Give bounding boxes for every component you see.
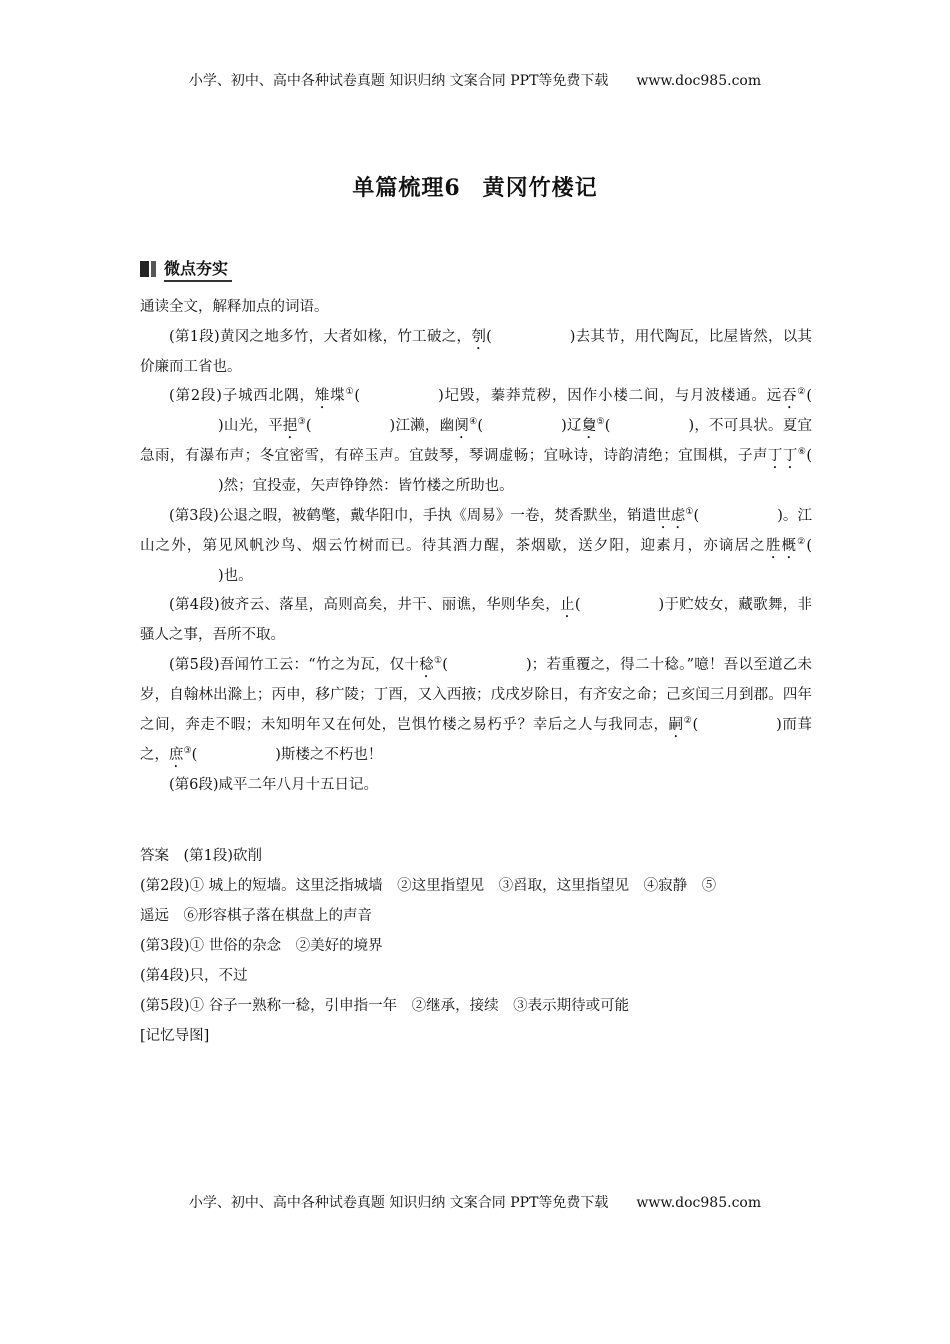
section-bar-icon-2 <box>151 261 156 277</box>
intro-text: 通读全文，解释加点的词语。 <box>140 299 329 315</box>
paragraph-5: (第5段)吾闻竹工云：“竹之为瓦，仅十稔①( )；若重覆之，得二十稔。”噫！吾以至道乙未岁，自翰林出滁上；丙申，移广陵；丁酉，又入西掖；戊戌岁除日，有齐安之命；己亥闰三月到郡。四年之间，奔走不暇；未知明年又在何处，岂惧竹楼之易朽乎？幸后之人与我同志，嗣②( )而葺之，庶③( )斯楼之不朽也！ <box>140 656 812 763</box>
paragraph-4: (第4段)彼齐云、落星，高则高矣，井干、丽谯，华则华矣，止( )于贮妓女，藏歌舞，非骚人之事，吾所不取。 <box>140 597 813 644</box>
answer-section <box>140 841 812 1051</box>
title-part2: 黄冈竹楼记 <box>482 175 598 201</box>
page-title <box>0 171 950 202</box>
paragraph-1: (第1段)黄冈之地多竹，大者如椽，竹工破之，刳( )去其节，用代陶瓦，比屋皆然，以其价廉而工省也。 <box>140 328 813 375</box>
section-label: 微点夯实 <box>164 256 232 282</box>
footer-text: 小学、初中、高中各种试卷真题 知识归纳 文案合同 PPT等免费下载 <box>188 1195 609 1211</box>
answer-label: 答案 <box>140 848 169 864</box>
footer-site-link[interactable]: www.doc985.com <box>636 1195 762 1211</box>
header-site-link[interactable]: www.doc985.com <box>636 73 762 89</box>
answer-line-4: (第4段)只，不过 <box>140 968 248 984</box>
header-text: 小学、初中、高中各种试卷真题 知识归纳 文案合同 PPT等免费下载 <box>188 73 609 89</box>
section-heading <box>140 256 232 282</box>
page-header <box>0 70 950 90</box>
mindmap-label: [记忆导图] <box>140 1028 210 1044</box>
section-bar-icon <box>140 261 149 277</box>
answer-line-2: (第2段)① 城上的短墙。这里泛指城墙 ②这里指望见 ③舀取，这里指望见 ④寂静 ⑤ <box>140 878 717 894</box>
title-part1: 单篇梳理6 <box>352 175 461 201</box>
paragraph-2: (第2段)子城西北隅，雉堞①( )圮毁，蓁莽荒秽，因作小楼二间，与月波楼通。远吞②()山光，平挹③( )江濑，幽阒④( )辽敻⑤( )，不可具状。夏宜急雨，有瀑布声；冬宜密雪，有碎玉声。宜鼓琴，琴调虚畅；宜咏诗，诗韵清绝；宜围棋，子声丁丁⑥()然；宜投壶，矢声铮铮然：皆竹楼之所助也。 <box>140 387 813 495</box>
answer-line-1: 答案 (第1段)砍削 <box>140 848 263 864</box>
paragraph-3: (第3段)公退之暇，被鹤氅，戴华阳巾，手执《周易》一卷，焚香默坐，销遣世虑①( )。江山之外，第见风帆沙鸟、烟云竹树而已。待其酒力醒，茶烟歇，送夕阳，迎素月，亦谪居之胜概②()也。 <box>140 506 812 584</box>
page-footer <box>0 1192 950 1212</box>
exercise-body <box>140 293 812 800</box>
answer-line-2b: 遥远 ⑥形容棋子落在棋盘上的声音 <box>140 908 372 924</box>
paragraph-6: (第6段)咸平二年八月十五日记。 <box>169 776 379 793</box>
answer-line-3: (第3段)① 世俗的杂念 ②美好的境界 <box>140 938 383 954</box>
answer-line-5: (第5段)① 谷子一熟称一稔，引申指一年 ②继承，接续 ③表示期待或可能 <box>140 998 630 1014</box>
